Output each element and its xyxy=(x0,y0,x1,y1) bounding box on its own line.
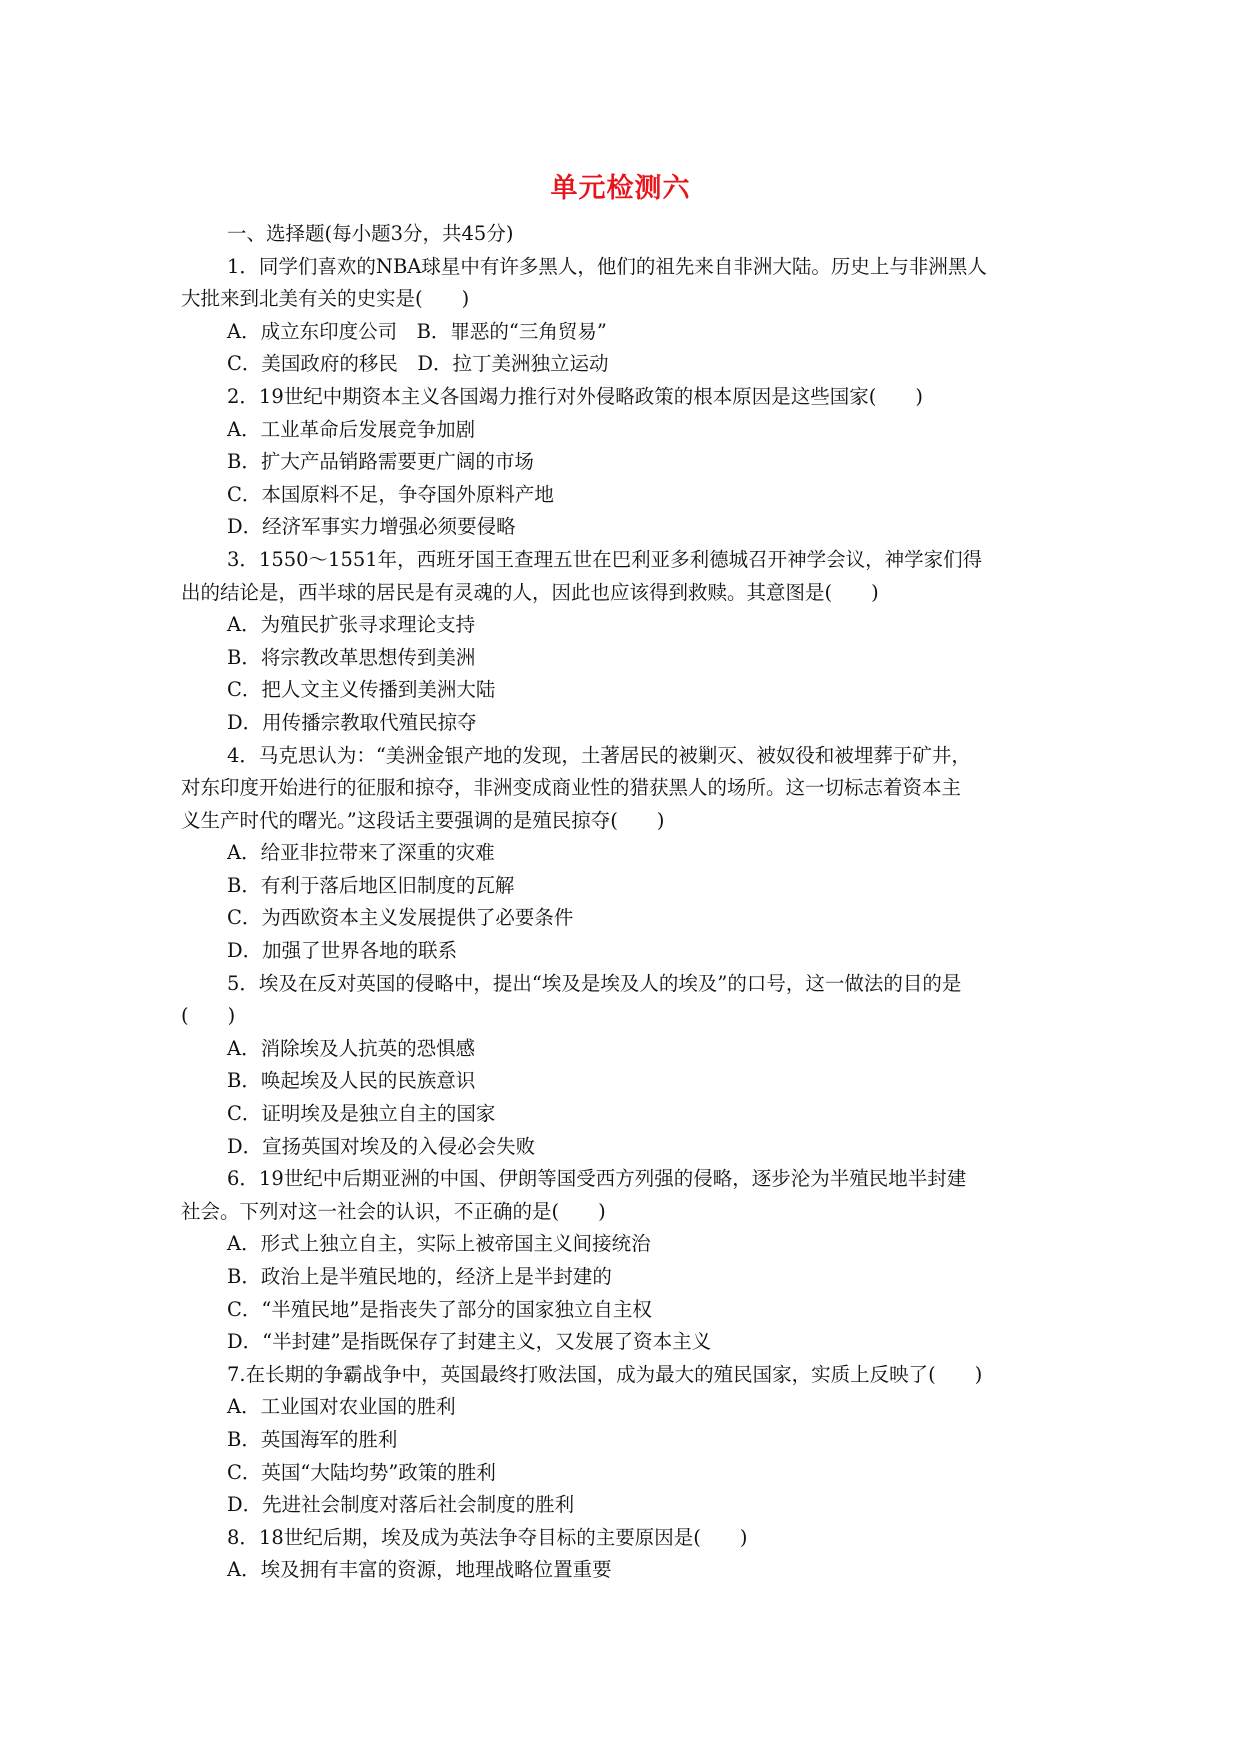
question-list xyxy=(181,218,1061,1587)
question-6-option-a: A．形式上独立自主，实际上被帝国主义间接统治 xyxy=(227,1232,651,1256)
question-6-stem-line-1: 6．19世纪中后期亚洲的中国、伊朗等国受西方列强的侵略，逐步沦为半殖民地半封建 xyxy=(227,1167,967,1191)
question-3-option-a: A．为殖民扩张寻求理论支持 xyxy=(227,613,476,637)
question-2-option-d: D．经济军事实力增强必须要侵略 xyxy=(227,515,516,539)
question-1-stem-line-2: 大批来到北美有关的史实是( ) xyxy=(181,287,470,311)
question-4-option-a: A．给亚非拉带来了深重的灾难 xyxy=(227,841,495,865)
question-5-option-a: A．消除埃及人抗英的恐惧感 xyxy=(227,1036,476,1060)
question-8-stem-line-1: 8．18世纪后期，埃及成为英法争夺目标的主要原因是( ) xyxy=(227,1525,748,1549)
question-7-stem-line-1: 7.在长期的争霸战争中，英国最终打败法国，成为最大的殖民国家，实质上反映了( ) xyxy=(227,1362,983,1386)
question-1-options-row-2: C．美国政府的移民 D．拉丁美洲独立运动 xyxy=(227,352,609,376)
question-7-option-d: D．先进社会制度对落后社会制度的胜利 xyxy=(227,1493,575,1517)
question-5-option-b: B．唤起埃及人民的民族意识 xyxy=(227,1069,476,1093)
question-5-option-c: C．证明埃及是独立自主的国家 xyxy=(227,1102,496,1126)
question-2-stem-line-1: 2．19世纪中期资本主义各国竭力推行对外侵略政策的根本原因是这些国家( ) xyxy=(227,384,923,408)
question-7-option-b: B．英国海军的胜利 xyxy=(227,1427,398,1451)
question-7-option-a: A．工业国对农业国的胜利 xyxy=(227,1395,456,1419)
question-4-stem-line-2: 对东印度开始进行的征服和掠夺，非洲变成商业性的猎获黑人的场所。这一切标志着资本主 xyxy=(181,776,962,800)
question-4-option-b: B．有利于落后地区旧制度的瓦解 xyxy=(227,873,515,897)
question-3-stem-line-2: 出的结论是，西半球的居民是有灵魂的人，因此也应该得到救赎。其意图是( ) xyxy=(181,580,879,604)
question-4-option-c: C．为西欧资本主义发展提供了必要条件 xyxy=(227,906,574,930)
question-7-option-c: C．英国“大陆均势”政策的胜利 xyxy=(227,1460,496,1484)
section-heading: 一、选择题(每小题3分，共45分) xyxy=(227,222,514,245)
question-5-option-d: D．宣扬英国对埃及的入侵必会失败 xyxy=(227,1134,536,1158)
question-3-option-b: B．将宗教改革思想传到美洲 xyxy=(227,645,476,669)
question-6-option-d: D．“半封建”是指既保存了封建主义，又发展了资本主义 xyxy=(227,1330,712,1354)
question-3-stem-line-1: 3．1550～1551年，西班牙国王查理五世在巴利亚多利德城召开神学会议，神学家们得 xyxy=(227,547,983,571)
question-3-option-c: C．把人文主义传播到美洲大陆 xyxy=(227,678,496,702)
question-6-stem-line-2: 社会。下列对这一社会的认识，不正确的是( ) xyxy=(181,1199,606,1223)
question-4-stem-line-3: 义生产时代的曙光。”这段话主要强调的是殖民掠夺( ) xyxy=(181,808,665,832)
question-2-option-c: C．本国原料不足，争夺国外原料产地 xyxy=(227,482,554,506)
question-1-options-row-1: A．成立东印度公司 B．罪恶的“三角贸易” xyxy=(227,319,607,343)
question-8-option-a: A．埃及拥有丰富的资源，地理战略位置重要 xyxy=(227,1558,612,1582)
question-3-option-d: D．用传播宗教取代殖民掠夺 xyxy=(227,710,477,734)
question-2-option-a: A．工业革命后发展竞争加剧 xyxy=(227,417,476,441)
question-6-option-c: C．“半殖民地”是指丧失了部分的国家独立自主权 xyxy=(227,1297,652,1321)
page-title: 单元检测六 xyxy=(550,173,691,204)
question-1-stem-line-1: 1．同学们喜欢的NBA球星中有许多黑人，他们的祖先来自非洲大陆。历史上与非洲黑人 xyxy=(227,254,987,278)
question-4-stem-line-1: 4．马克思认为：“美洲金银产地的发现，土著居民的被剿灭、被奴役和被埋葬于矿井， xyxy=(227,743,971,767)
question-5-stem-line-2: ( ) xyxy=(181,1004,236,1028)
question-4-option-d: D．加强了世界各地的联系 xyxy=(227,939,458,963)
question-6-option-b: B．政治上是半殖民地的，经济上是半封建的 xyxy=(227,1265,612,1288)
question-2-option-b: B．扩大产品销路需要更广阔的市场 xyxy=(227,450,534,474)
question-5-stem-line-1: 5．埃及在反对英国的侵略中，提出“埃及是埃及人的埃及”的口号，这一做法的目的是 xyxy=(227,971,962,995)
